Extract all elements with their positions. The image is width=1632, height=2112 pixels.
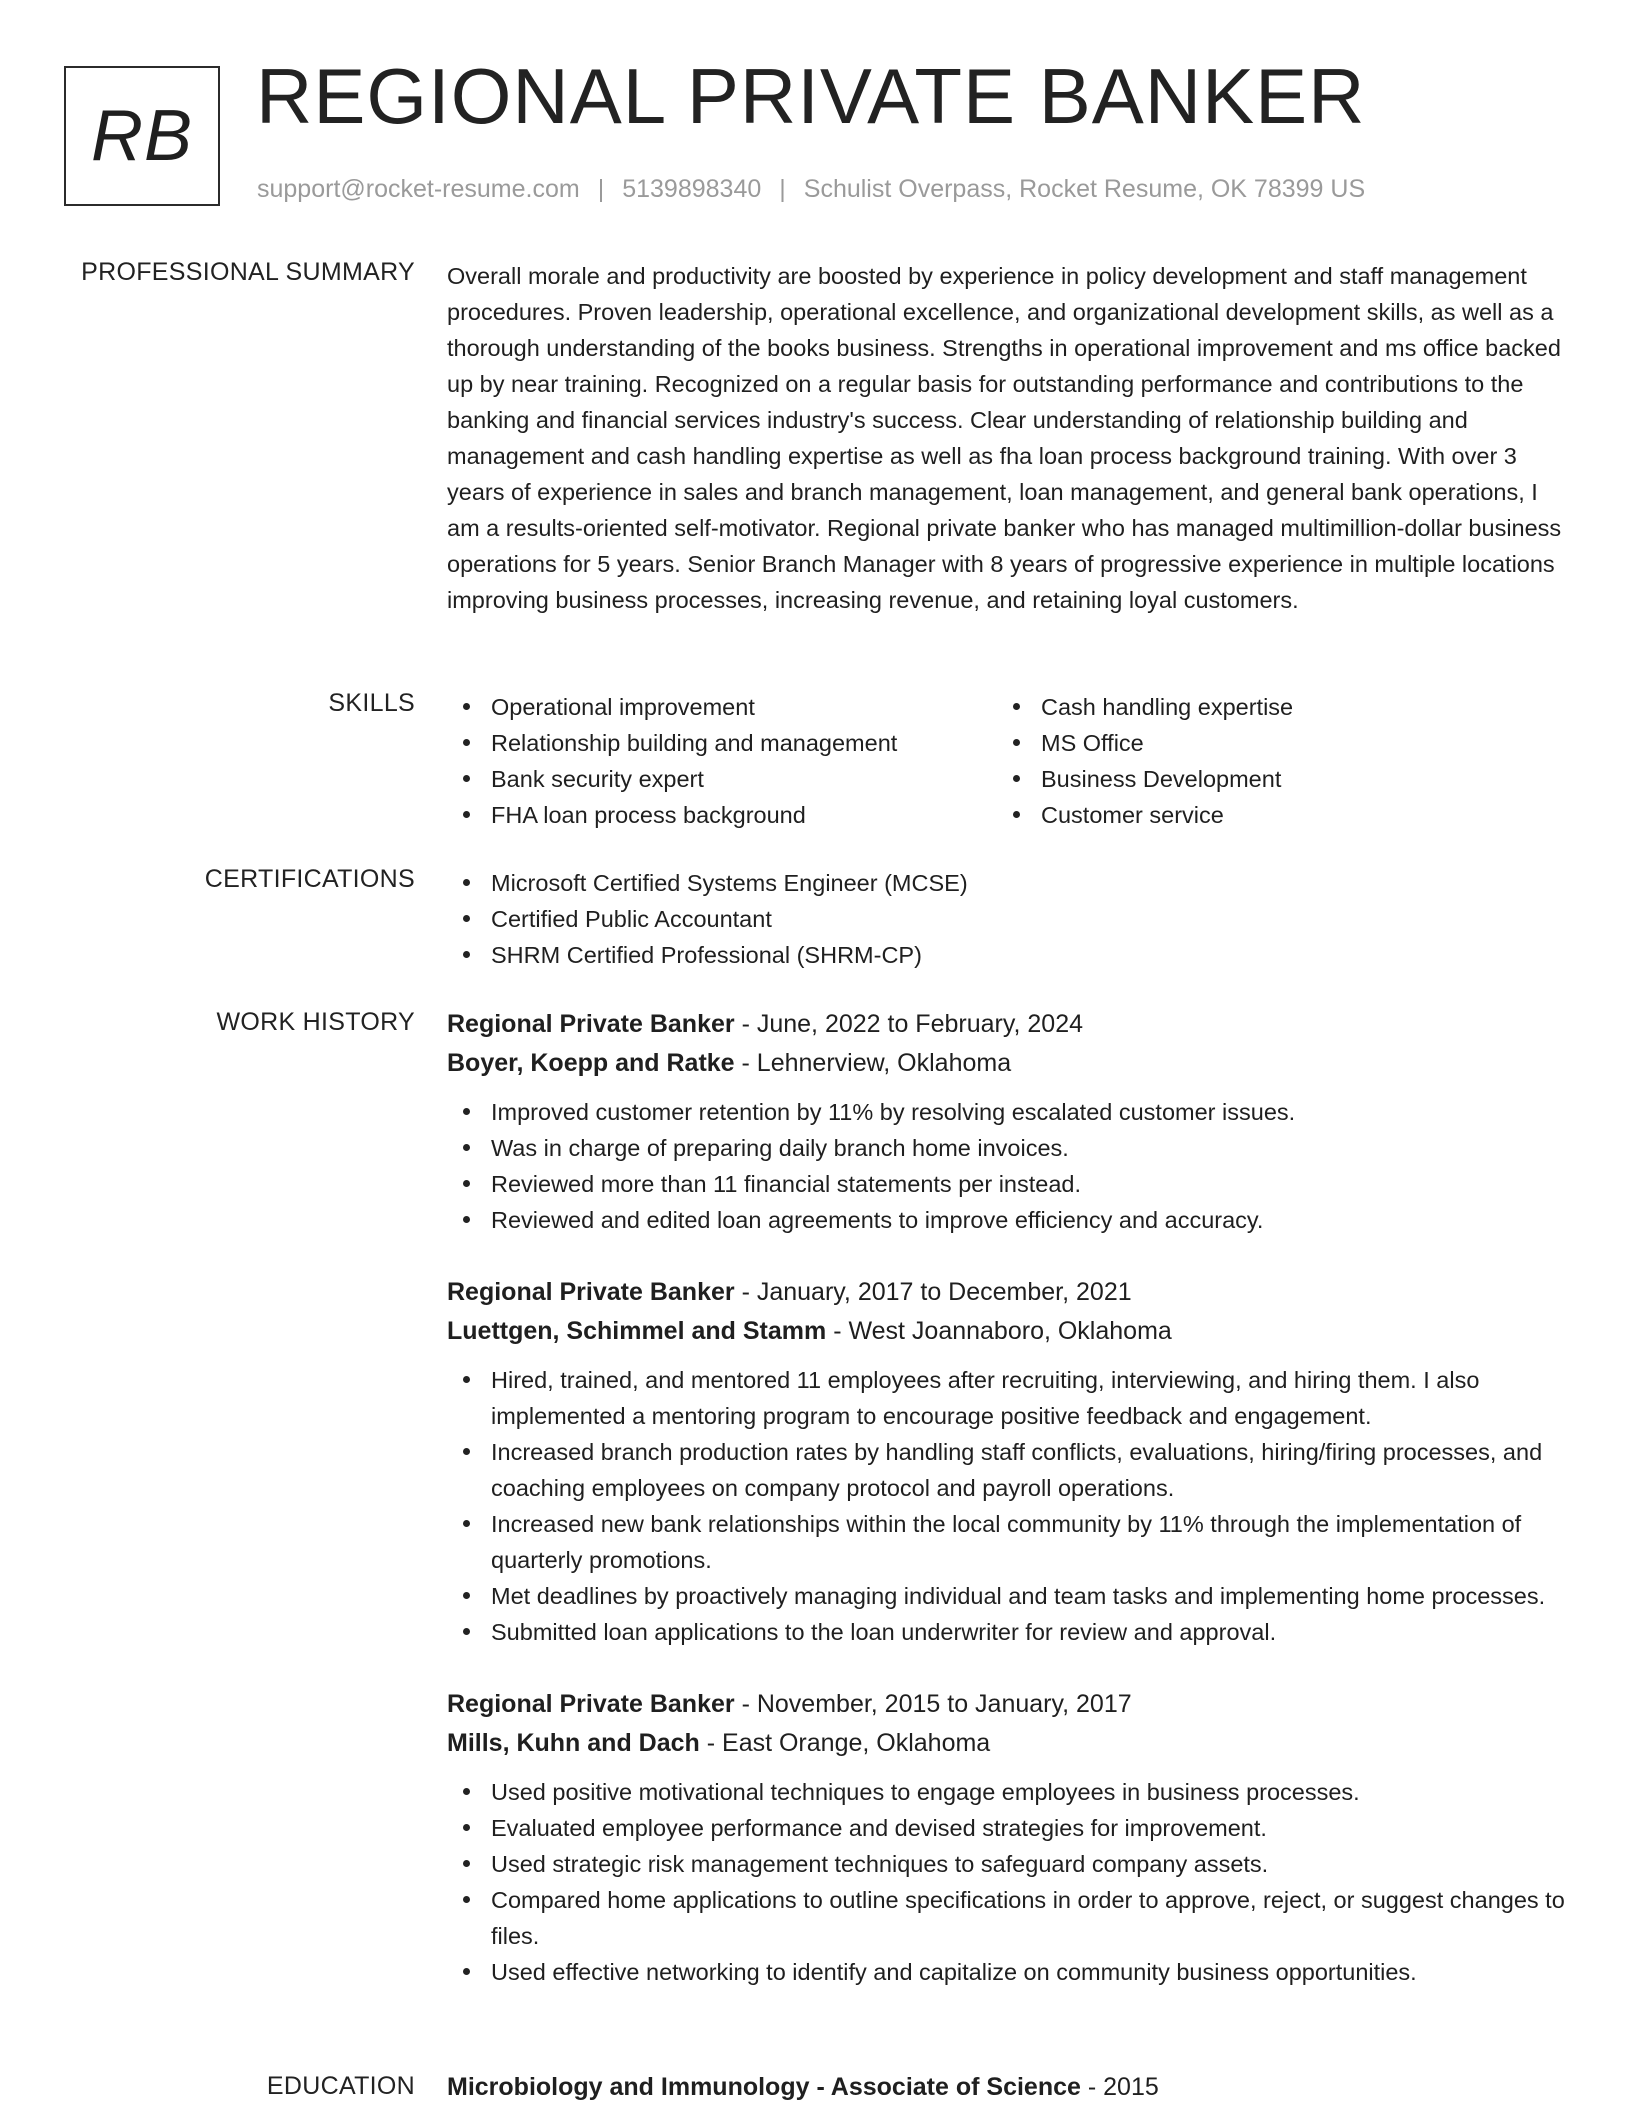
- list-item: Microsoft Certified Systems Engineer (MCSE): [447, 865, 1567, 901]
- job-title: Regional Private Banker: [447, 1690, 735, 1718]
- list-item: Was in charge of preparing daily branch home invoices.: [447, 1130, 1567, 1166]
- job-location: - Lehnerview, Oklahoma: [741, 1049, 1012, 1077]
- job-entry: [447, 1684, 1567, 1990]
- job-company: Boyer, Koepp and Ratke: [447, 1049, 735, 1077]
- contact-email[interactable]: support@rocket-resume.com: [257, 175, 580, 203]
- job-company-line: [447, 1044, 1567, 1082]
- job-bullets: [447, 1362, 1567, 1650]
- job-dates: - June, 2022 to February, 2024: [741, 1010, 1083, 1038]
- list-item: MS Office: [997, 725, 1547, 761]
- education-degree: Microbiology and Immunology - Associate of Science: [447, 2073, 1081, 2101]
- job-location: - East Orange, Oklahoma: [706, 1729, 991, 1757]
- job-location: - West Joannaboro, Oklahoma: [833, 1317, 1172, 1345]
- summary-text: Overall morale and productivity are boosted by experience in policy development and staff management procedures. Proven leadership, operational excellence, and organizational development skills, as well as a thorough understanding of the books business. Strengths in operational improvement and ms office backed up by near training. Recognized on a regular basis for outstanding performance and contributions to the banking and financial services industry's success. Clear understanding of relationship building and management and cash handling expertise as well as fha loan process background training. With over 3 years of experience in sales and branch management, loan management, and general bank operations, I am a results-oriented self-motivator. Regional private banker who has managed multimillion-dollar business operations for 5 years. Senior Branch Manager with 8 years of progressive experience in multiple locations improving business processes, increasing revenue, and retaining loyal customers.: [447, 263, 1562, 613]
- list-item: SHRM Certified Professional (SHRM-CP): [447, 937, 1567, 973]
- list-item: Cash handling expertise: [997, 689, 1547, 725]
- job-company: Mills, Kuhn and Dach: [447, 1729, 700, 1757]
- list-item: Improved customer retention by 11% by resolving escalated customer issues.: [447, 1094, 1567, 1130]
- education-line: [447, 2072, 1567, 2102]
- job-company: Luettgen, Schimmel and Stamm: [447, 1317, 827, 1345]
- section-heading-summary: PROFESSIONAL SUMMARY: [81, 258, 415, 286]
- contact-separator: |: [779, 175, 786, 203]
- skills-list-right: [997, 689, 1547, 833]
- list-item: Met deadlines by proactively managing individual and team tasks and implementing home processes.: [447, 1578, 1567, 1614]
- job-company-line: [447, 1724, 1567, 1762]
- list-item: Used positive motivational techniques to engage employees in business processes.: [447, 1774, 1567, 1810]
- job-bullets: [447, 1094, 1567, 1238]
- list-item: Hired, trained, and mentored 11 employees after recruiting, interviewing, and hiring them. I also implemented a mentoring program to encourage positive feedback and engagement.: [447, 1362, 1567, 1434]
- contact-line: [257, 175, 1365, 204]
- job-title-line: [447, 1272, 1567, 1312]
- list-item: Compared home applications to outline specifications in order to approve, reject, or suggest changes to files.: [447, 1882, 1567, 1954]
- job-title-line: [447, 1684, 1567, 1724]
- list-item: Operational improvement: [447, 689, 997, 725]
- section-heading-skills: SKILLS: [328, 689, 415, 717]
- list-item: Reviewed more than 11 financial statements per instead.: [447, 1166, 1567, 1202]
- list-item: Bank security expert: [447, 761, 997, 797]
- contact-separator: |: [597, 175, 605, 203]
- contact-address: Schulist Overpass, Rocket Resume, OK 78399 US: [803, 175, 1366, 203]
- education-year: - 2015: [1087, 2073, 1159, 2101]
- contact-phone[interactable]: 5139898340: [622, 175, 762, 203]
- section-heading-education: EDUCATION: [266, 2072, 415, 2100]
- list-item: Submitted loan applications to the loan underwriter for review and approval.: [447, 1614, 1567, 1650]
- job-title-line: [447, 1004, 1567, 1044]
- job-entry: [447, 1004, 1567, 1238]
- list-item: Used effective networking to identify and capitalize on community business opportunities.: [447, 1954, 1567, 1990]
- list-item: Evaluated employee performance and devised strategies for improvement.: [447, 1810, 1567, 1846]
- list-item: Business Development: [997, 761, 1547, 797]
- job-dates: - November, 2015 to January, 2017: [741, 1690, 1132, 1718]
- list-item: Certified Public Accountant: [447, 901, 1567, 937]
- resume-name: REGIONAL PRIVATE BANKER: [256, 52, 1366, 140]
- section-heading-certifications: CERTIFICATIONS: [204, 865, 415, 893]
- job-company-line: [447, 1312, 1567, 1350]
- list-item: Used strategic risk management techniques to safeguard company assets.: [447, 1846, 1567, 1882]
- section-heading-work-history: WORK HISTORY: [216, 1008, 415, 1036]
- monogram-initials: RB: [90, 96, 194, 176]
- skills-list-left: [447, 689, 997, 833]
- job-title: Regional Private Banker: [447, 1010, 735, 1038]
- certifications-list: [447, 865, 1567, 973]
- monogram-badge: [64, 66, 220, 206]
- list-item: Relationship building and management: [447, 725, 997, 761]
- job-dates: - January, 2017 to December, 2021: [741, 1278, 1132, 1306]
- job-entry: [447, 1272, 1567, 1650]
- list-item: Reviewed and edited loan agreements to improve efficiency and accuracy.: [447, 1202, 1567, 1238]
- list-item: FHA loan process background: [447, 797, 997, 833]
- job-bullets: [447, 1774, 1567, 1990]
- list-item: Customer service: [997, 797, 1547, 833]
- job-title: Regional Private Banker: [447, 1278, 735, 1306]
- list-item: Increased branch production rates by handling staff conflicts, evaluations, hiring/firing processes, and coaching employees on company protocol and payroll operations.: [447, 1434, 1567, 1506]
- list-item: Increased new bank relationships within the local community by 11% through the implementation of quarterly promotions.: [447, 1506, 1567, 1578]
